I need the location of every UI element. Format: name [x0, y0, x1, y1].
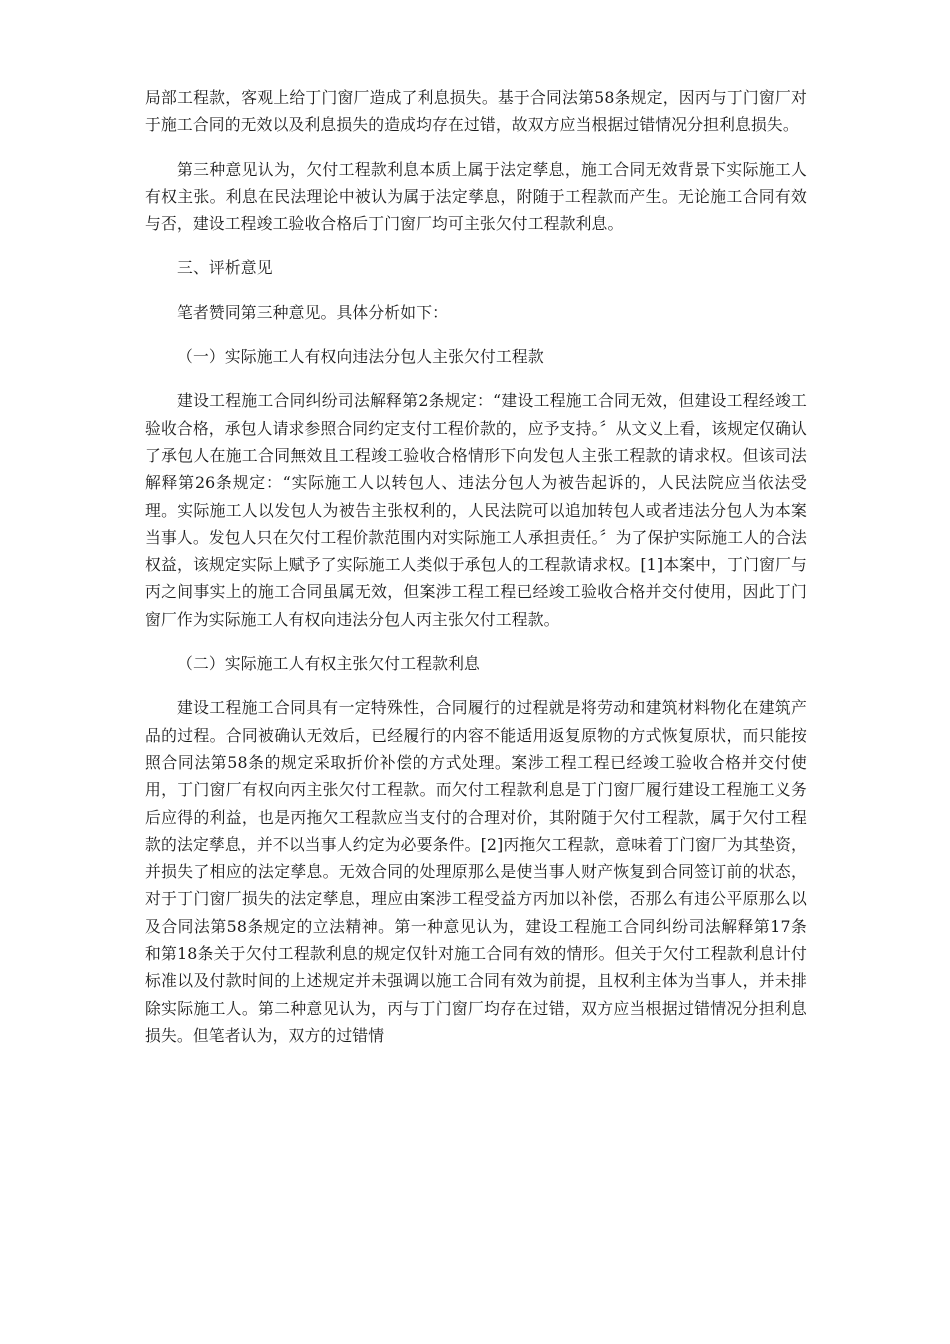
paragraph-author-view: 笔者赞同第三种意见。具体分析如下：	[177, 302, 449, 322]
paragraph-third-opinion: 第三种意见认为，欠付工程款利息本质上属于法定孳息，施工合同无效背景下实际施工人有权主张。利息在民法理论中被认为属于法定孳息，附随于工程款而产生。无论施工合同有效与否，建设工程竣工验收合格后丁门窗厂均可主张欠付工程款利息。	[145, 159, 807, 234]
subsection-heading-1: （一）实际施工人有权向违法分包人主张欠付工程款	[177, 347, 544, 367]
document-body	[145, 84, 807, 1049]
subsection-heading-2: （二）实际施工人有权主张欠付工程款利息	[177, 654, 480, 674]
paragraph-interest-analysis: 建设工程施工合同具有一定特殊性，合同履行的过程就是将劳动和建筑材料物化在建筑产品的过程。合同被确认无效后，已经履行的内容不能适用返复原物的方式恢复原状，而只能按照合同法第58条的规定采取折价补偿的方式处理。案涉工程工程已经竣工验收合格并交付使用，丁门窗厂有权向丙主张欠付工程款。而欠付工程款利息是丁门窗厂履行建设工程施工义务后应得的利益，也是丙拖欠工程款应当支付的合理对价，其附随于欠付工程款，属于欠付工程款的法定孳息，并不以当事人约定为必要条件。[2]丙拖欠工程款，意味着丁门窗厂为其垫资，并损失了相应的法定孳息。无效合同的处理原那么是使当事人财产恢复到合同签订前的状态，对于丁门窗厂损失的法定孳息，理应由案涉工程受益方丙加以补偿，否那么有违公平原那么以及合同法第58条规定的立法精神。第一种意见认为，建设工程施工合同纠纷司法解释第17条和第18条关于欠付工程款利息的规定仅针对施工合同有效的情形。但关于欠付工程款利息计付标准以及付款时间的上述规定并未强调以施工合同有效为前提，且权利主体为当事人，并未排除实际施工人。第二种意见认为，丙与丁门窗厂均存在过错，双方应当根据过错情况分担利息损失。但笔者认为，双方的过错情	[145, 698, 807, 1045]
section-heading-analysis: 三、评析意见	[177, 258, 273, 278]
paragraph-continuation: 局部工程款，客观上给丁门窗厂造成了利息损失。基于合同法第58条规定，因丙与丁门窗厂对于施工合同的无效以及利息损失的造成均存在过错，故双方应当根据过错情况分担利息损失。	[145, 88, 807, 135]
paragraph-judicial-interpretation: 建设工程施工合同纠纷司法解释第2条规定：“建设工程施工合同无效，但建设工程经竣工验收合格，承包人请求参照合同约定支付工程价款的，应予支持。〞从文义上看，该规定仅确认了承包人在施工合同無效且工程竣工验收合格情形下向发包人主张工程款的请求权。但该司法解释第26条规定：“实际施工人以转包人、违法分包人为被告起诉的，人民法院应当依法受理。实际施工人以发包人为被告主张权利的，人民法院可以追加转包人或者违法分包人为本案当事人。发包人只在欠付工程价款范围内对实际施工人承担责任。〞为了保护实际施工人的合法权益，该规定实际上赋予了实际施工人类似于承包人的工程款请求权。[1]本案中，丁门窗厂与丙之间事实上的施工合同虽属无效，但案涉工程工程已经竣工验收合格并交付使用，因此丁门窗厂作为实际施工人有权向违法分包人丙主张欠付工程款。	[145, 391, 807, 629]
